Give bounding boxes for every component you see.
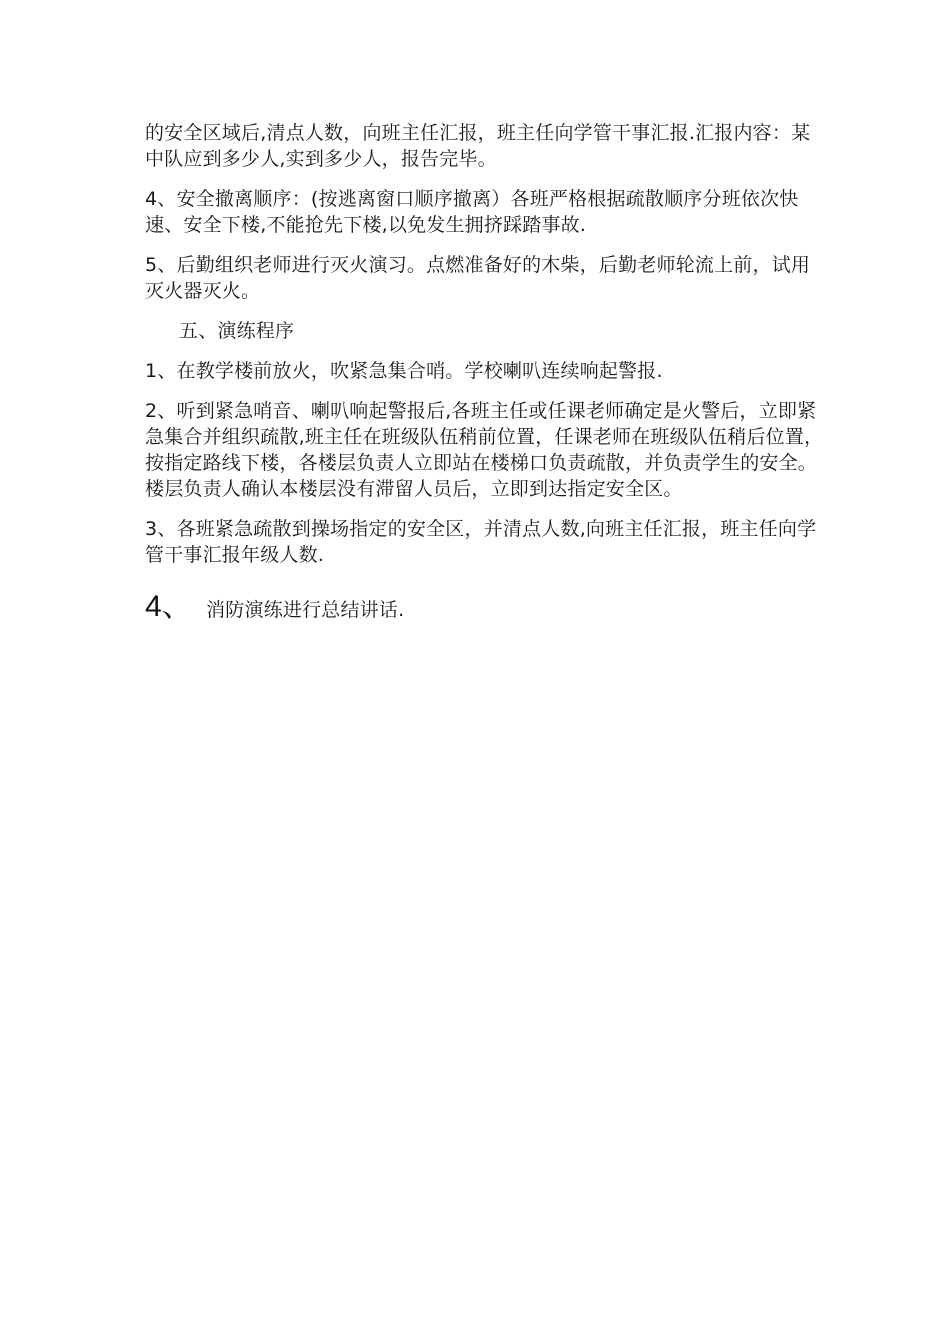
paragraph-fire-drill: 5、后勤组织老师进行灭火演习。点燃准备好的木柴，后勤老师轮流上前，试用灭火器灭火。 [145, 254, 811, 302]
section-heading-drill-procedure: 五、演练程序 [179, 320, 295, 342]
step-1: 1、在教学楼前放火，吹紧急集合哨。学校喇叭连续响起警报. [145, 360, 663, 382]
step-3: 3、各班紧急疏散到操场指定的安全区，并清点人数,向班主任汇报，班主任向学管干事汇报年级人数. [145, 518, 817, 566]
final-item-text: 消防演练进行总结讲话. [206, 599, 405, 621]
step-2: 2、听到紧急哨音、喇叭响起警报后,各班主任或任课老师确定是火警后，立即紧急集合并组织疏散,班主任在班级队伍稍前位置，任课老师在班级队伍稍后位置，按指定路线下楼，各楼层负责人立即站在楼梯口负责疏散，并负责学生的安全。楼层负责人确认本楼层没有滞留人员后，立即到达指定安全区。 [145, 400, 824, 500]
final-item-number: 4、 [145, 590, 193, 623]
document-body [145, 120, 825, 627]
final-item [145, 590, 825, 627]
paragraph-evacuation-order: 4、安全撤离顺序：(按逃离窗口顺序撤离）各班严格根据疏散顺序分班依次快速、安全下楼,不能抢先下楼,以免发生拥挤踩踏事故. [145, 188, 799, 236]
paragraph-safety-area-report: 的安全区域后,清点人数，向班主任汇报，班主任向学管干事汇报.汇报内容：某中队应到多少人,实到多少人，报告完毕。 [145, 122, 811, 170]
